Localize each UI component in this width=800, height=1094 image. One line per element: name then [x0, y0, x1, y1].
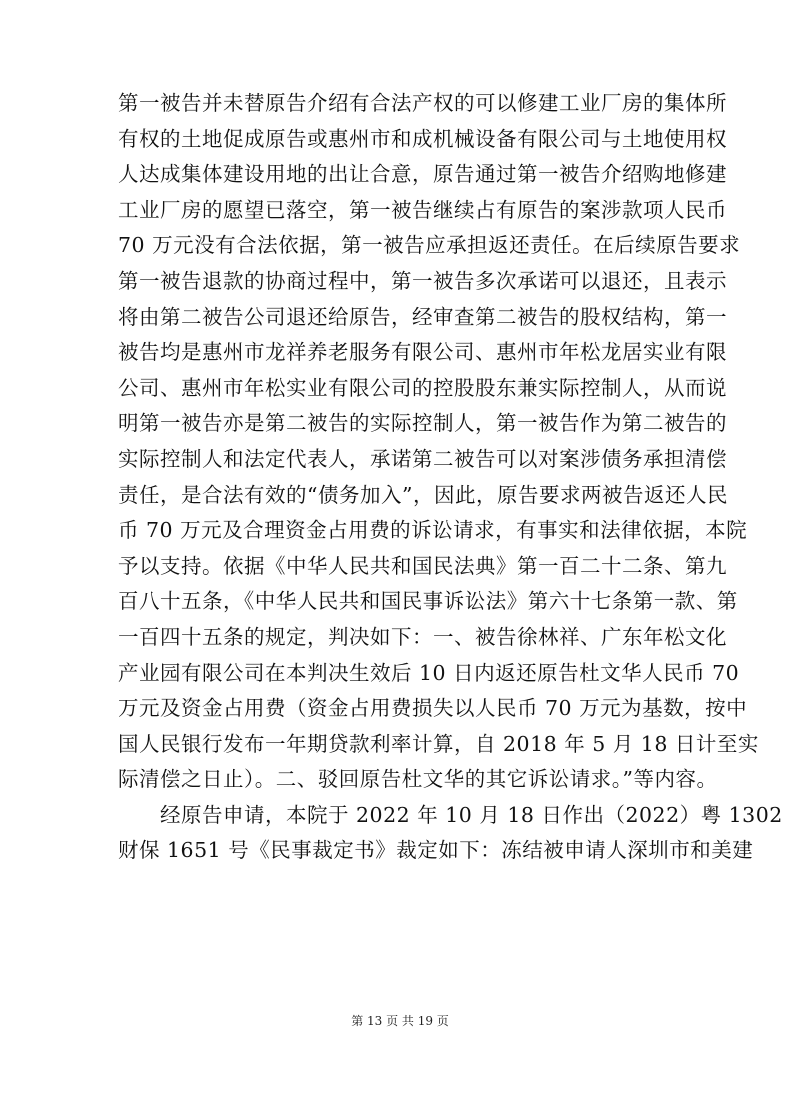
text-line: 人达成集体建设用地的出让合意，原告通过第一被告介绍购地修建: [118, 162, 727, 187]
text-line: 财保 1651 号《民事裁定书》裁定如下：冻结被申请人深圳市和美建: [118, 838, 754, 863]
text-line: 际清偿之日止）。二、驳回原告杜文华的其它诉讼请求。”等内容。: [118, 767, 718, 792]
text-line: 币 70 万元及合理资金占用费的诉讼请求，有事实和法律依据，本院: [118, 518, 748, 543]
text-line: 第一被告退款的协商过程中，第一被告多次承诺可以退还，且表示: [118, 268, 727, 293]
text-line: 一百四十五条的规定，判决如下：一、被告徐林祥、广东年松文化: [118, 624, 727, 649]
text-line: 国人民银行发布一年期贷款利率计算，自 2018 年 5 月 18 日计至实: [118, 731, 759, 756]
text-line: 产业园有限公司在本判决生效后 10 日内返还原告杜文华人民币 70: [118, 660, 740, 685]
document-body: [118, 86, 783, 869]
text-line: 万元及资金占用费（资金占用费损失以人民币 70 万元为基数，按中: [118, 696, 748, 721]
text-line: 第一被告并未替原告介绍有合法产权的可以修建工业厂房的集体所: [118, 91, 727, 115]
text-line: 责任，是合法有效的“债务加入”，因此，原告要求两被告返还人民: [118, 482, 728, 507]
text-line: 予以支持。依据《中华人民共和国民法典》第一百二十二条、第九: [118, 553, 727, 578]
text-line: 有权的土地促成原告或惠州市和成机械设备有限公司与土地使用权: [118, 126, 727, 151]
text-line: 被告均是惠州市龙祥养老服务有限公司、惠州市年松龙居实业有限: [118, 340, 727, 365]
text-line: 70 万元没有合法依据，第一被告应承担返还责任。在后续原告要求: [118, 233, 741, 258]
text-line: 公司、惠州市年松实业有限公司的控股股东兼实际控制人，从而说: [118, 375, 727, 400]
paragraph-first-line: 经原告申请，本院于 2022 年 10 月 18 日作出（2022）粤 1302: [160, 802, 783, 827]
text-line: 实际控制人和法定代表人，承诺第二被告可以对案涉债务承担清偿: [118, 446, 727, 471]
text-line: 将由第二被告公司退还给原告，经审查第二被告的股权结构，第一: [118, 304, 727, 329]
text-line: 工业厂房的愿望已落空，第一被告继续占有原告的案涉款项人民币: [118, 197, 727, 222]
text-line: 明第一被告亦是第二被告的实际控制人，第一被告作为第二被告的: [118, 411, 727, 436]
page-number-footer: 第 13 页 共 19 页: [351, 1014, 449, 1028]
text-line: 百八十五条，《中华人民共和国民事诉讼法》第六十七条第一款、第: [118, 589, 738, 614]
